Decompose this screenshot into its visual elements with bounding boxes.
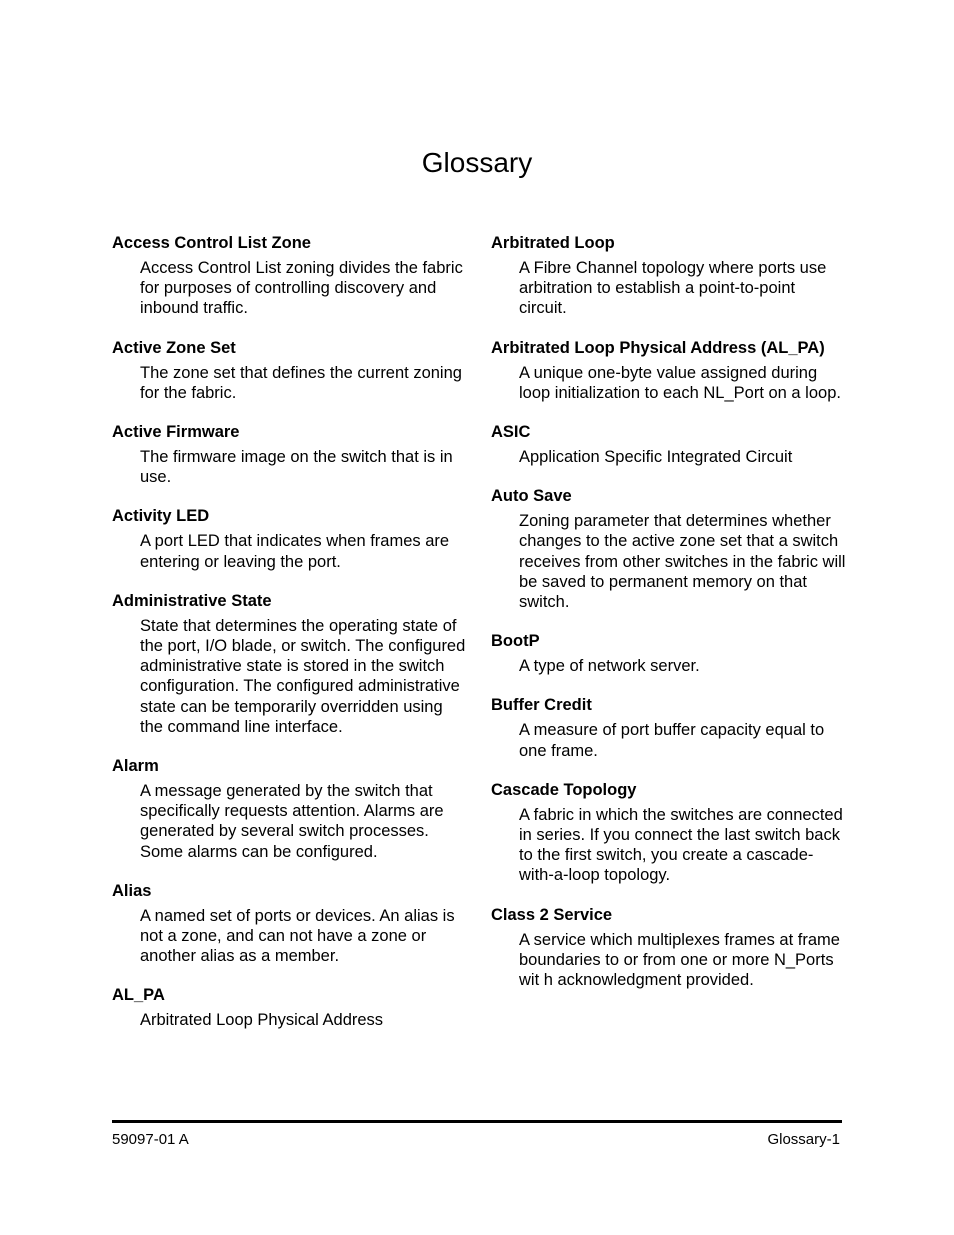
- glossary-term: Arbitrated Loop: [491, 234, 615, 252]
- glossary-term: Active Zone Set: [112, 338, 236, 357]
- glossary-left-column: [112, 233, 468, 1050]
- glossary-term: AL_PA: [112, 986, 165, 1005]
- glossary-definition: Zoning parameter that determines whether changes to the active zone set that a switch receives from other switches in the fabric will be saved to permanent memory on that switch.: [519, 512, 846, 612]
- glossary-term: Activity LED: [112, 507, 210, 526]
- footer-page-label: Glossary-1: [767, 1131, 840, 1148]
- glossary-entry: [112, 422, 468, 487]
- footer-doc-number: 59097-01 A: [112, 1131, 189, 1148]
- glossary-definition: A type of network server.: [519, 657, 700, 676]
- glossary-right-column: [491, 233, 847, 1009]
- glossary-entry: [112, 985, 468, 1030]
- glossary-entry: [112, 756, 468, 862]
- glossary-entry: [491, 422, 847, 467]
- glossary-entry: [491, 338, 847, 403]
- glossary-term: Access Control List Zone: [112, 234, 311, 252]
- glossary-term: ASIC: [491, 423, 531, 442]
- glossary-term: Auto Save: [491, 487, 572, 506]
- glossary-definition: Arbitrated Loop Physical Address: [140, 1011, 384, 1030]
- glossary-definition: State that determines the operating state of the port, I/O blade, or switch. The configured administrative state is stored in the switch configuration. The configured administrative state can be temporarily overridden using the command line interface.: [140, 616, 466, 736]
- glossary-entry: [112, 338, 468, 403]
- glossary-term: Active Firmware: [112, 423, 240, 442]
- glossary-definition: Application Specific Integrated Circuit: [519, 448, 793, 467]
- glossary-definition: A Fibre Channel topology where ports use arbitration to establish a point-to-point circuit.: [519, 259, 827, 318]
- glossary-entry: [491, 780, 847, 886]
- glossary-entry: [491, 233, 847, 319]
- glossary-definition: The firmware image on the switch that is in use.: [140, 448, 453, 487]
- glossary-definition: A port LED that indicates when frames are entering or leaving the port.: [140, 532, 450, 571]
- glossary-definition: A measure of port buffer capacity equal to one frame.: [519, 721, 825, 760]
- glossary-definition: A service which multiplexes frames at frame boundaries to or from one or more N_Ports wit h acknowledgment provided.: [519, 930, 840, 990]
- footer-rule: [112, 1120, 842, 1123]
- glossary-definition: A message generated by the switch that specifically requests attention. Alarms are generated by several switch processes. Some alarms can be configured.: [140, 782, 444, 861]
- glossary-term: BootP: [491, 632, 540, 651]
- glossary-entry: [112, 881, 468, 967]
- glossary-definition: A named set of ports or devices. An alias is not a zone, and can not have a zone or another alias as a member.: [140, 906, 455, 966]
- glossary-entry: [491, 695, 847, 760]
- glossary-term: Alarm: [112, 757, 159, 776]
- glossary-entry: [491, 905, 847, 991]
- glossary-entry: [112, 233, 468, 319]
- glossary-definition: A fabric in which the switches are connected in series. If you connect the last switch back to the first switch, you create a cascade-with-a-loop topology.: [519, 805, 843, 885]
- glossary-term: Buffer Credit: [491, 696, 592, 715]
- page-title: Glossary: [421, 147, 533, 178]
- glossary-term: Cascade Topology: [491, 780, 637, 799]
- glossary-term: Administrative State: [112, 591, 272, 610]
- glossary-term: Class 2 Service: [491, 905, 613, 924]
- glossary-term: Alias: [112, 881, 152, 900]
- glossary-definition: A unique one-byte value assigned during loop initialization to each NL_Port on a loop.: [519, 363, 841, 402]
- glossary-definition: The zone set that defines the current zoning for the fabric.: [140, 363, 462, 402]
- glossary-entry: [112, 591, 468, 737]
- glossary-entry: [491, 486, 847, 612]
- glossary-term: Arbitrated Loop Physical Address (AL_PA): [491, 338, 825, 357]
- glossary-entry: [491, 631, 847, 676]
- glossary-definition: Access Control List zoning divides the fabric for purposes of controlling discovery and inbound traffic.: [140, 259, 463, 318]
- glossary-entry: [112, 506, 468, 571]
